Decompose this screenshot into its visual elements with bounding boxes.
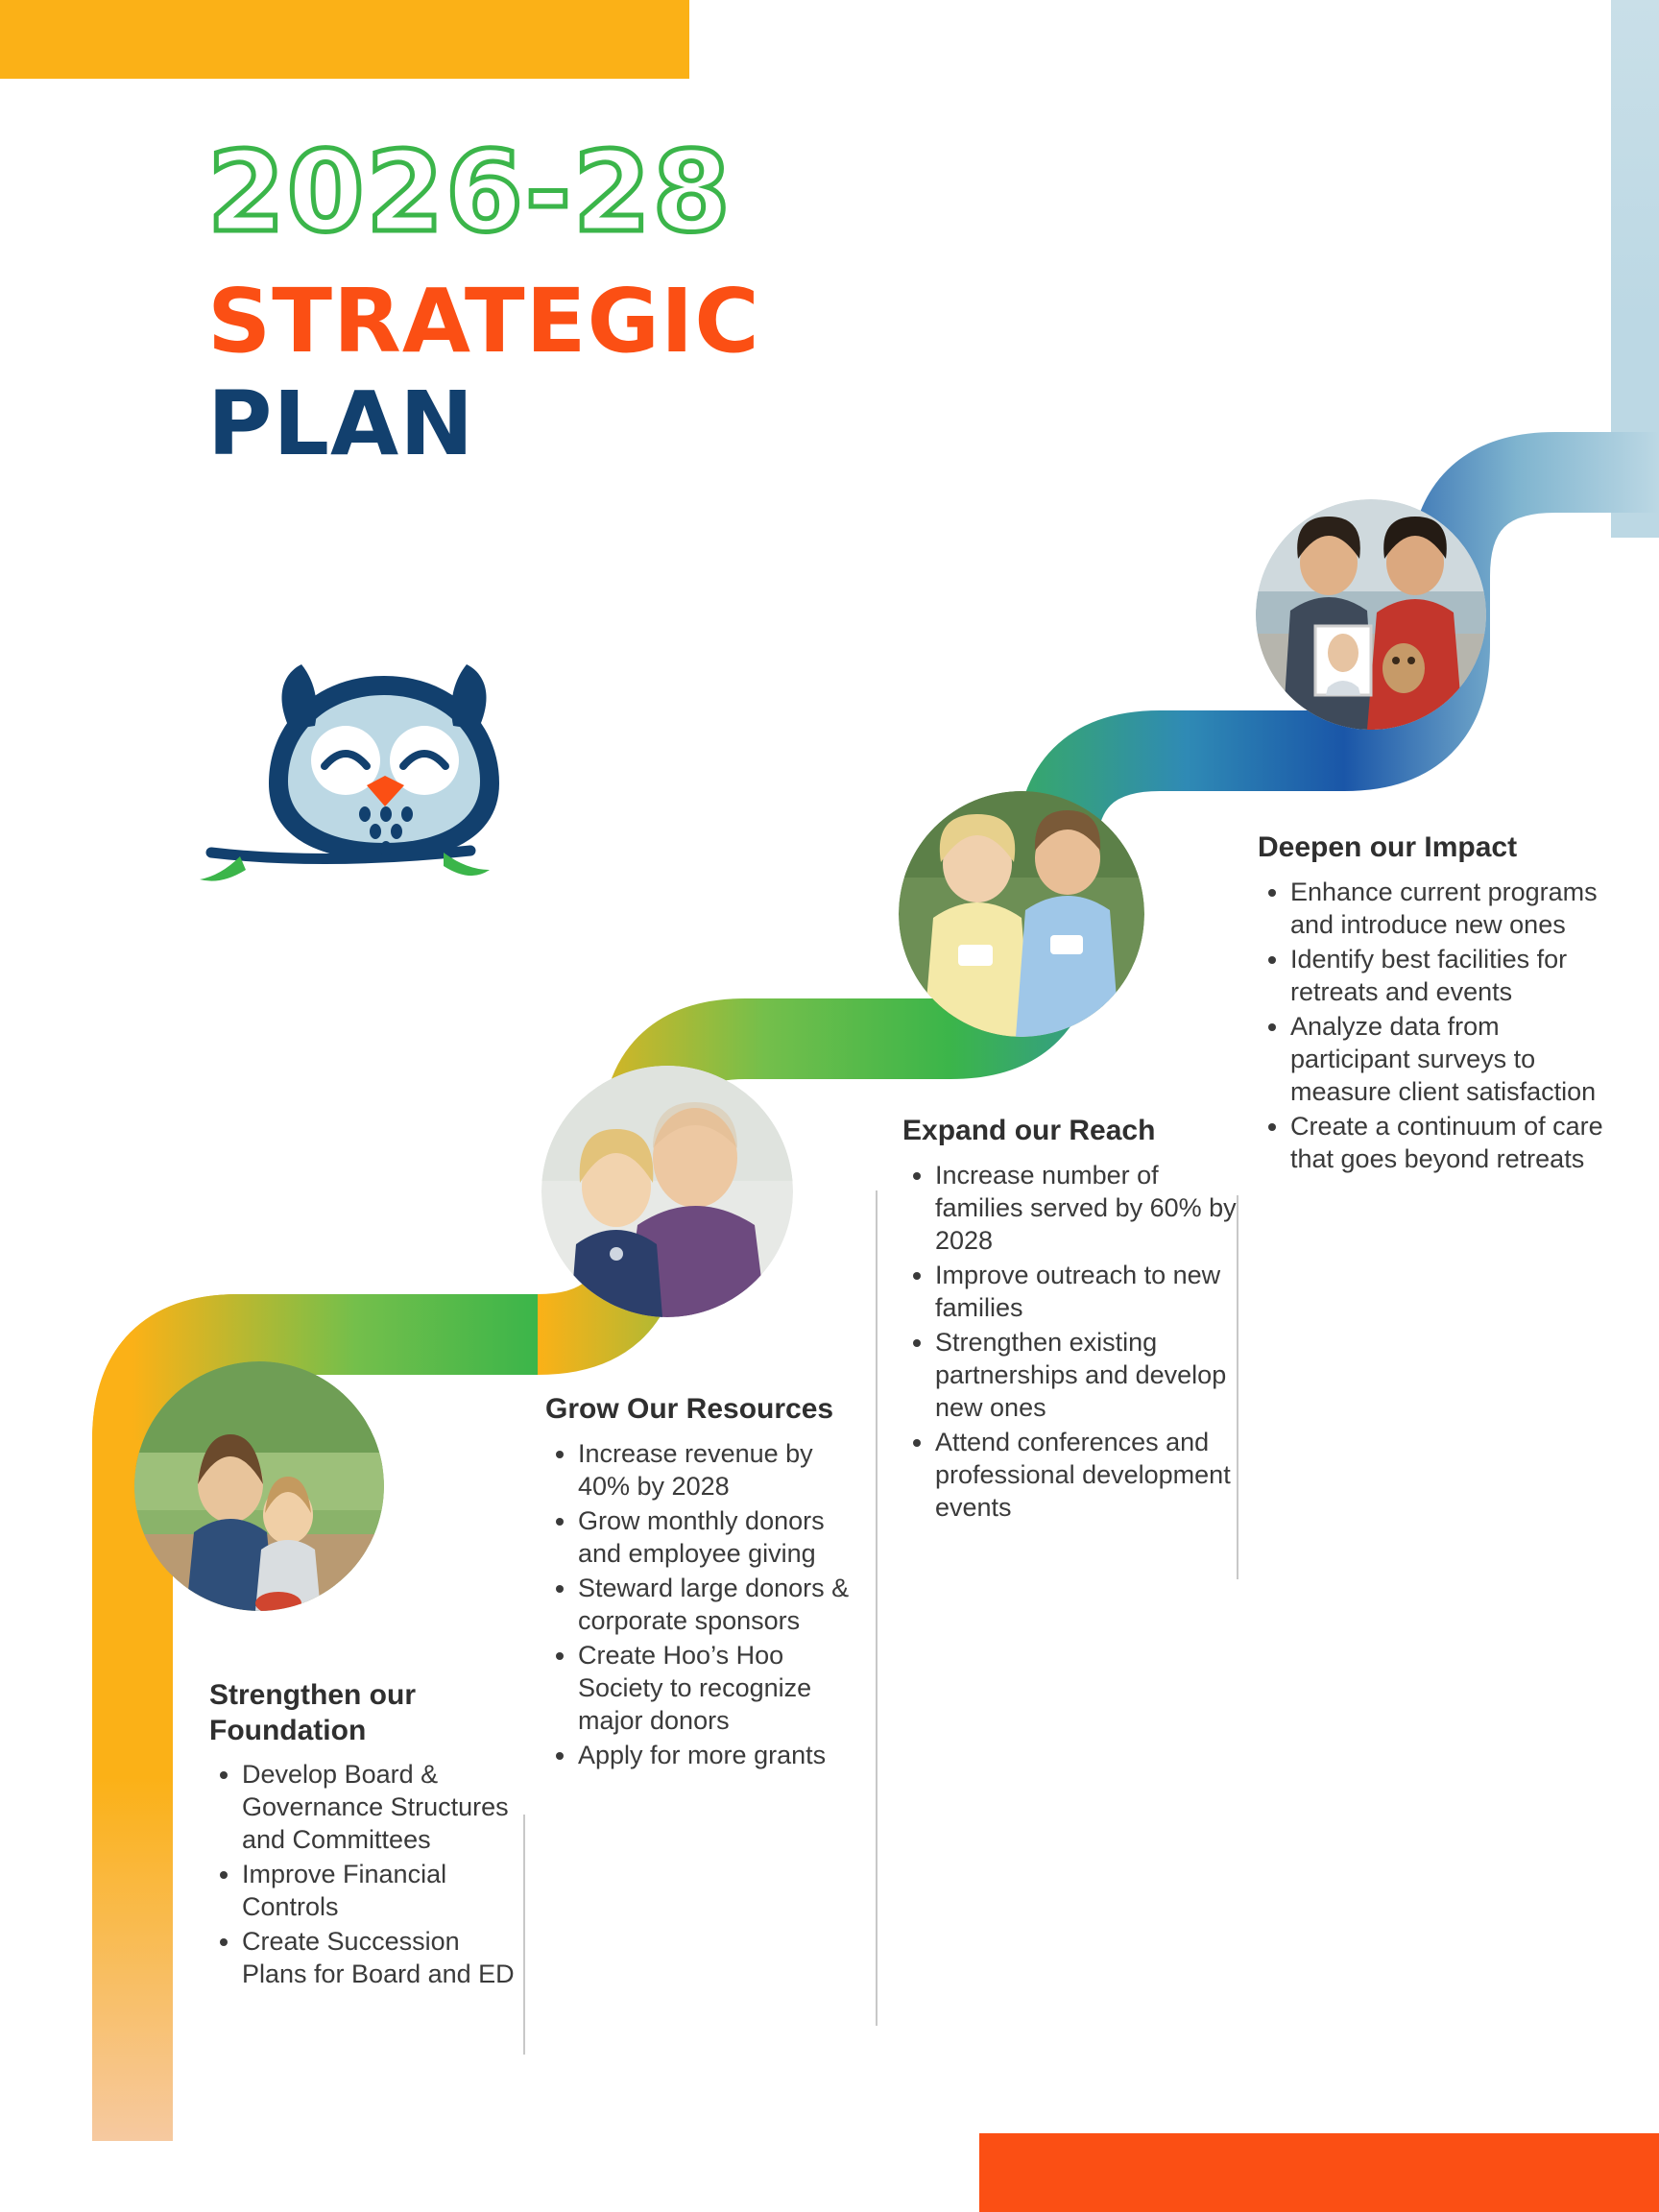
pillar-reach [902, 1114, 1238, 1526]
list-item: • Enhance current programs and introduce new ones [1290, 876, 1613, 941]
photo-foundation [134, 1361, 384, 1611]
list-item: • Strengthen existing partnerships and develop new ones [935, 1326, 1238, 1424]
pillar-foundation-title: Strengthen our Foundation [209, 1679, 416, 1746]
photo-reach [899, 791, 1144, 1037]
pillar-impact-title: Deepen our Impact [1258, 831, 1518, 863]
pillar-resources-title: Grow Our Resources [545, 1393, 834, 1425]
photo-impact [1256, 499, 1486, 730]
right-edge-strip [1611, 0, 1659, 538]
list-item: • Steward large donors & corporate sponsors [578, 1572, 862, 1637]
list-item: • Grow monthly donors and employee giving [578, 1504, 862, 1570]
list-item: • Attend conferences and professional development events [935, 1426, 1238, 1524]
pillar-resources-list [545, 1437, 862, 1771]
top-left-color-bar [0, 0, 689, 79]
pillar-reach-title: Expand our Reach [902, 1115, 1156, 1146]
list-item: • Create a continuum of care that goes beyond retreats [1290, 1110, 1613, 1175]
pillar-foundation-list [209, 1758, 526, 1990]
title-plan: PLAN [207, 372, 475, 475]
pillar-foundation [209, 1678, 526, 1992]
pillar-impact-list [1258, 876, 1613, 1175]
page-title-block [207, 128, 995, 475]
owl-logo [182, 614, 586, 922]
list-item: • Improve outreach to new families [935, 1259, 1238, 1324]
pillar-resources [545, 1392, 862, 1773]
list-item: • Apply for more grants [578, 1739, 862, 1771]
list-item: • Increase revenue by 40% by 2028 [578, 1437, 862, 1503]
pillar-reach-list [902, 1159, 1238, 1524]
list-item: • Create Hoo’s Hoo Society to recognize major donors [578, 1639, 862, 1737]
list-item: • Analyze data from participant surveys to measure client satisfaction [1290, 1010, 1613, 1108]
list-item: • Create Succession Plans for Board and ED [242, 1925, 526, 1990]
title-strategic: STRATEGIC [207, 269, 760, 373]
list-item: • Improve Financial Controls [242, 1858, 526, 1923]
photo-resources [541, 1066, 793, 1317]
list-item: • Increase number of families served by 60% by 2028 [935, 1159, 1238, 1257]
bottom-right-color-bar [979, 2133, 1659, 2212]
plan-years: 2026-28 [207, 128, 733, 257]
divider-resources [876, 1190, 878, 2026]
pillar-impact [1258, 830, 1613, 1177]
list-item: • Identify best facilities for retreats and events [1290, 943, 1613, 1008]
list-item: • Develop Board & Governance Structures and Committees [242, 1758, 526, 1856]
